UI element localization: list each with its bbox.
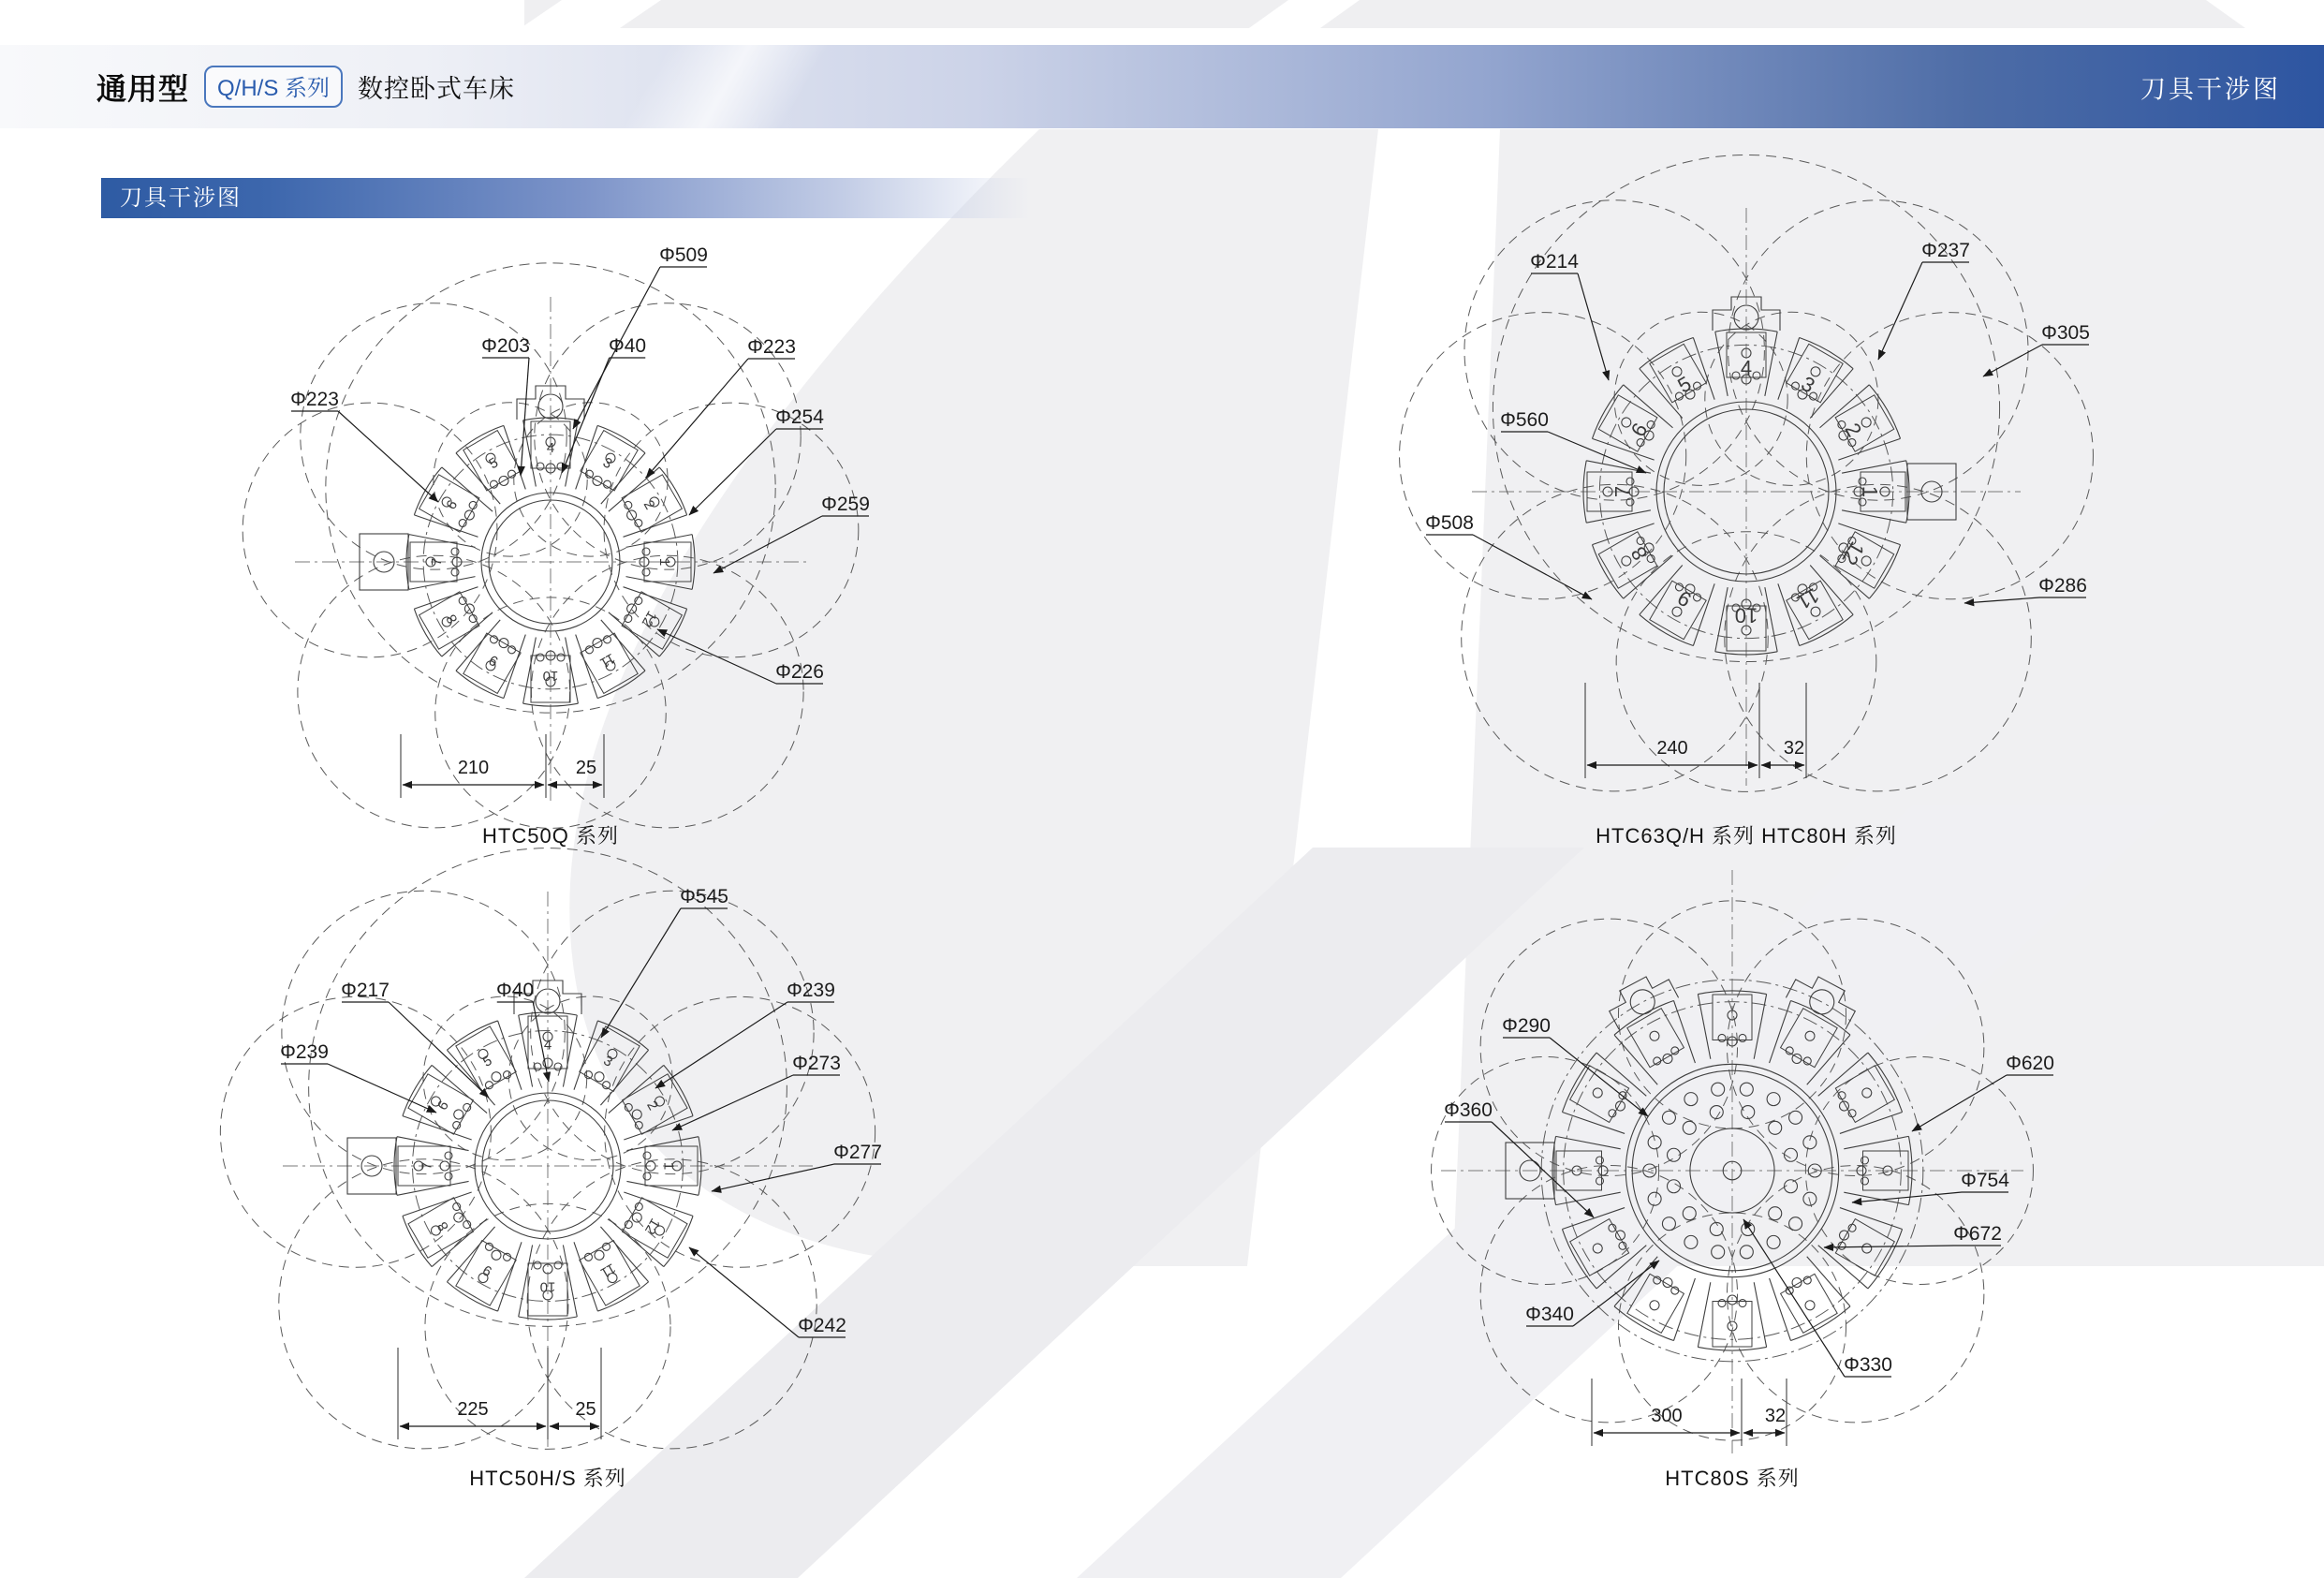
diameter-callout: Φ290 [1502,1015,1551,1037]
diameter-callout: Φ242 [798,1315,846,1336]
dimension-value: 210 [457,758,490,778]
diameter-callout: Φ360 [1444,1099,1493,1121]
station-number: 5 [486,454,502,473]
station-number: 11 [1792,583,1824,614]
section-title-bar [101,178,1030,218]
station-number: 6 [443,497,462,513]
station-number: 3 [599,454,615,473]
section-title: 刀具干涉图 [120,185,242,211]
diameter-callout: Φ508 [1425,512,1474,534]
diameter-callout: Φ672 [1953,1223,2002,1245]
diameter-callout: Φ223 [747,336,796,358]
diameter-callout: Φ259 [821,494,870,515]
station-number: 1 [660,1161,677,1171]
station-number: 3 [600,1052,616,1070]
station-number: 11 [596,649,618,671]
turret-drawing-htc50hs [220,848,882,1450]
header-right-tab: 刀具干涉图 [2140,75,2281,103]
product-title: 数控卧式车床 [358,75,516,103]
station-number: 10 [539,1278,556,1295]
station-number: 8 [1625,542,1653,565]
station-number: 6 [434,1098,452,1113]
station-number: 8 [443,611,462,627]
turret-drawing-htc80s [1432,870,2054,1453]
diagram-caption: HTC80S 系列 [1665,1467,1800,1490]
dimension-value: 240 [1656,738,1688,759]
diameter-callout: Φ226 [775,661,824,683]
station-number: 4 [546,440,555,457]
turret-drawing-htc63qh-htc80h [1400,155,2094,791]
diameter-callout: Φ286 [2038,575,2087,597]
header-band [0,45,2324,128]
diameter-callout: Φ340 [1525,1304,1574,1325]
station-number: 9 [479,1261,495,1280]
station-number: 10 [542,667,559,684]
diagram-caption: HTC50H/S 系列 [469,1467,626,1490]
diameter-callout: Φ754 [1961,1170,2009,1191]
station-number: 1 [655,557,672,567]
dimension-value: 32 [1783,738,1805,759]
station-number: 9 [486,651,502,670]
series-badge: Q/H/S 系列 [204,66,343,108]
station-number: 7 [419,1161,435,1171]
page-category: 通用型 [96,71,190,106]
diameter-callout: Φ509 [659,244,708,266]
diameter-callout: Φ40 [608,335,647,357]
station-number: 5 [479,1052,495,1070]
diameter-callout: Φ273 [792,1053,841,1074]
diameter-callout: Φ239 [787,980,835,1001]
station-number: 4 [543,1037,552,1054]
station-number: 9 [1673,585,1696,612]
diameter-callout: Φ560 [1500,409,1549,431]
station-number: 3 [1797,371,1819,398]
diameter-callout: Φ239 [280,1041,329,1063]
diagram-caption: HTC50Q 系列 [482,824,619,848]
dimension-value: 32 [1764,1406,1787,1426]
station-number: 12 [638,608,660,630]
page-title [96,66,515,109]
dimension-value: 25 [575,1399,596,1420]
station-number: 7 [429,557,446,567]
station-number: 1 [1858,485,1882,498]
station-number: 5 [1673,371,1696,398]
station-number: 2 [643,1098,662,1113]
station-number: 8 [434,1218,452,1234]
diameter-callout: Φ217 [341,980,390,1001]
diagram-caption: HTC63Q/H 系列 HTC80H 系列 [1596,824,1897,848]
station-number: 11 [597,1260,619,1281]
dimension-value: 25 [575,758,597,778]
diameter-callout: Φ277 [833,1142,882,1163]
diameter-callout: Φ223 [290,389,339,410]
diameter-callout: Φ545 [680,886,728,907]
station-number: 2 [640,497,658,513]
header-band-slash [622,45,829,128]
station-number: 6 [1625,419,1653,441]
diameter-callout: Φ620 [2006,1053,2054,1074]
dimension-value: 225 [457,1399,489,1420]
station-number: 12 [641,1215,664,1237]
station-number: 4 [1740,356,1753,380]
diameter-callout: Φ254 [775,406,824,428]
diameter-callout: Φ330 [1844,1354,1892,1376]
diameter-callout: Φ214 [1530,251,1579,273]
diameter-callout: Φ237 [1921,240,1970,261]
station-number: 2 [1840,419,1867,441]
dimension-value: 300 [1651,1406,1683,1426]
station-number: 10 [1734,603,1758,627]
station-number: 7 [1611,485,1635,498]
station-number: 12 [1837,538,1870,569]
diameter-callout: Φ203 [481,335,530,357]
diameter-callout: Φ40 [495,980,535,1001]
diameter-callout: Φ305 [2041,322,2090,344]
turret-drawing-htc50q [243,244,870,828]
